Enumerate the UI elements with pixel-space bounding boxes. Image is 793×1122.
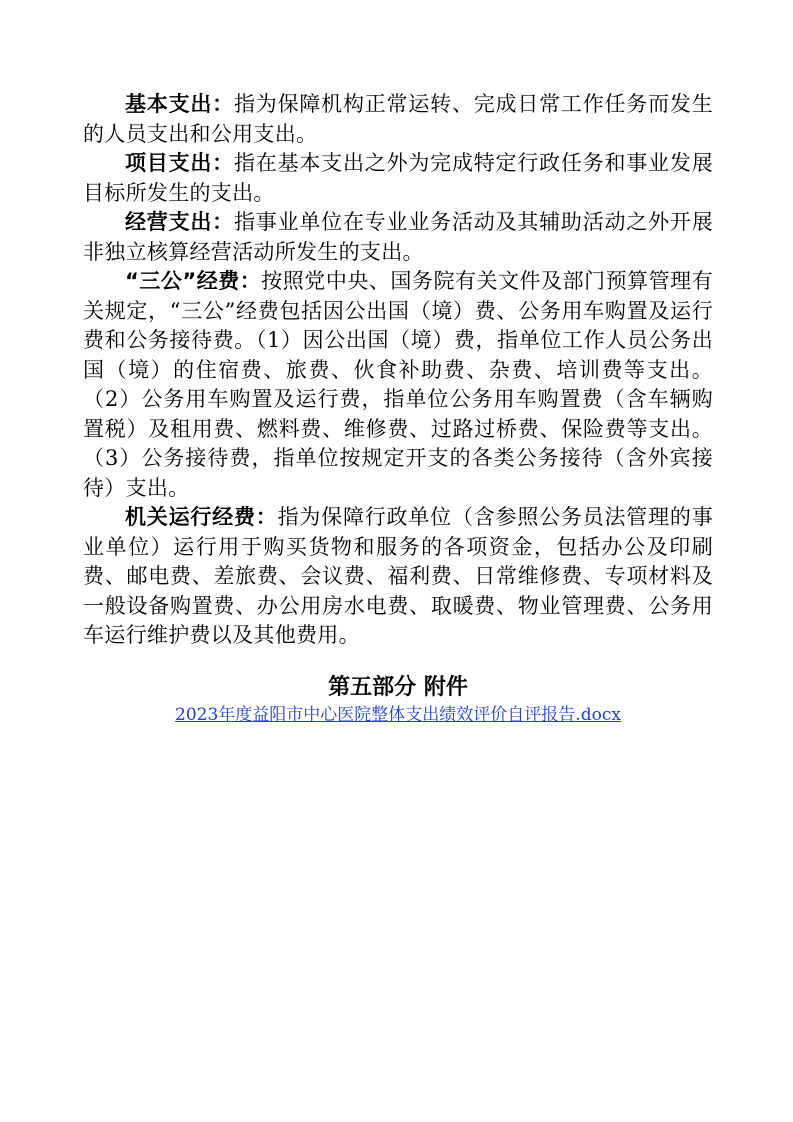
attachment-line — [83, 704, 713, 726]
attachment-link[interactable]: 2023年度益阳市中心医院整体支出绩效评价自评报告.docx — [175, 704, 621, 725]
definition-term: 基本支出： — [125, 92, 234, 116]
definition-text: 指为保障机构正常运转、完成日常工作任务而发生的人员支出和公用支出。 — [83, 92, 713, 146]
definition-text: 指在基本支出之外为完成特定行政任务和事业发展目标所发生的支出。 — [83, 151, 713, 205]
definition-term: “三公”经费： — [125, 269, 262, 293]
definition-term: 项目支出： — [125, 151, 234, 175]
definition-basic-expenditure — [83, 90, 713, 149]
definition-three-public-funds — [83, 267, 713, 503]
document-body — [83, 90, 713, 726]
definition-operating-expenditure — [83, 208, 713, 267]
definition-term: 经营支出： — [125, 210, 234, 234]
definition-text: 按照党中央、国务院有关文件及部门预算管理有关规定，“三公”经费包括因公出国（境）费、公务用车购置及运行费和公务接待费。（1）因公出国（境）费，指单位工作人员公务出国（境）的住宿费、旅费、伙食补助费、杂费、培训费等支出。（2）公务用车购置及运行费，指单位公务用车购置费（含车辆购置税）及租用费、燃料费、维修费、过路过桥费、保险费等支出。（3）公务接待费，指单位按规定开支的各类公务接待（含外宾接待）支出。 — [83, 269, 713, 500]
definition-term: 机关运行经费： — [125, 505, 278, 529]
definition-text: 指事业单位在专业业务活动及其辅助活动之外开展非独立核算经营活动所发生的支出。 — [83, 210, 713, 264]
definition-text: 指为保障行政单位（含参照公务员法管理的事业单位）运行用于购买货物和服务的各项资金，包括办公及印刷费、邮电费、差旅费、会议费、福利费、日常维修费、专项材料及一般设备购置费、办公用房水电费、取暖费、物业管理费、公务用车运行维护费以及其他费用。 — [83, 505, 713, 647]
definition-project-expenditure — [83, 149, 713, 208]
definition-agency-operating-funds — [83, 503, 713, 651]
section-title: 第五部分 附件 — [328, 674, 468, 700]
